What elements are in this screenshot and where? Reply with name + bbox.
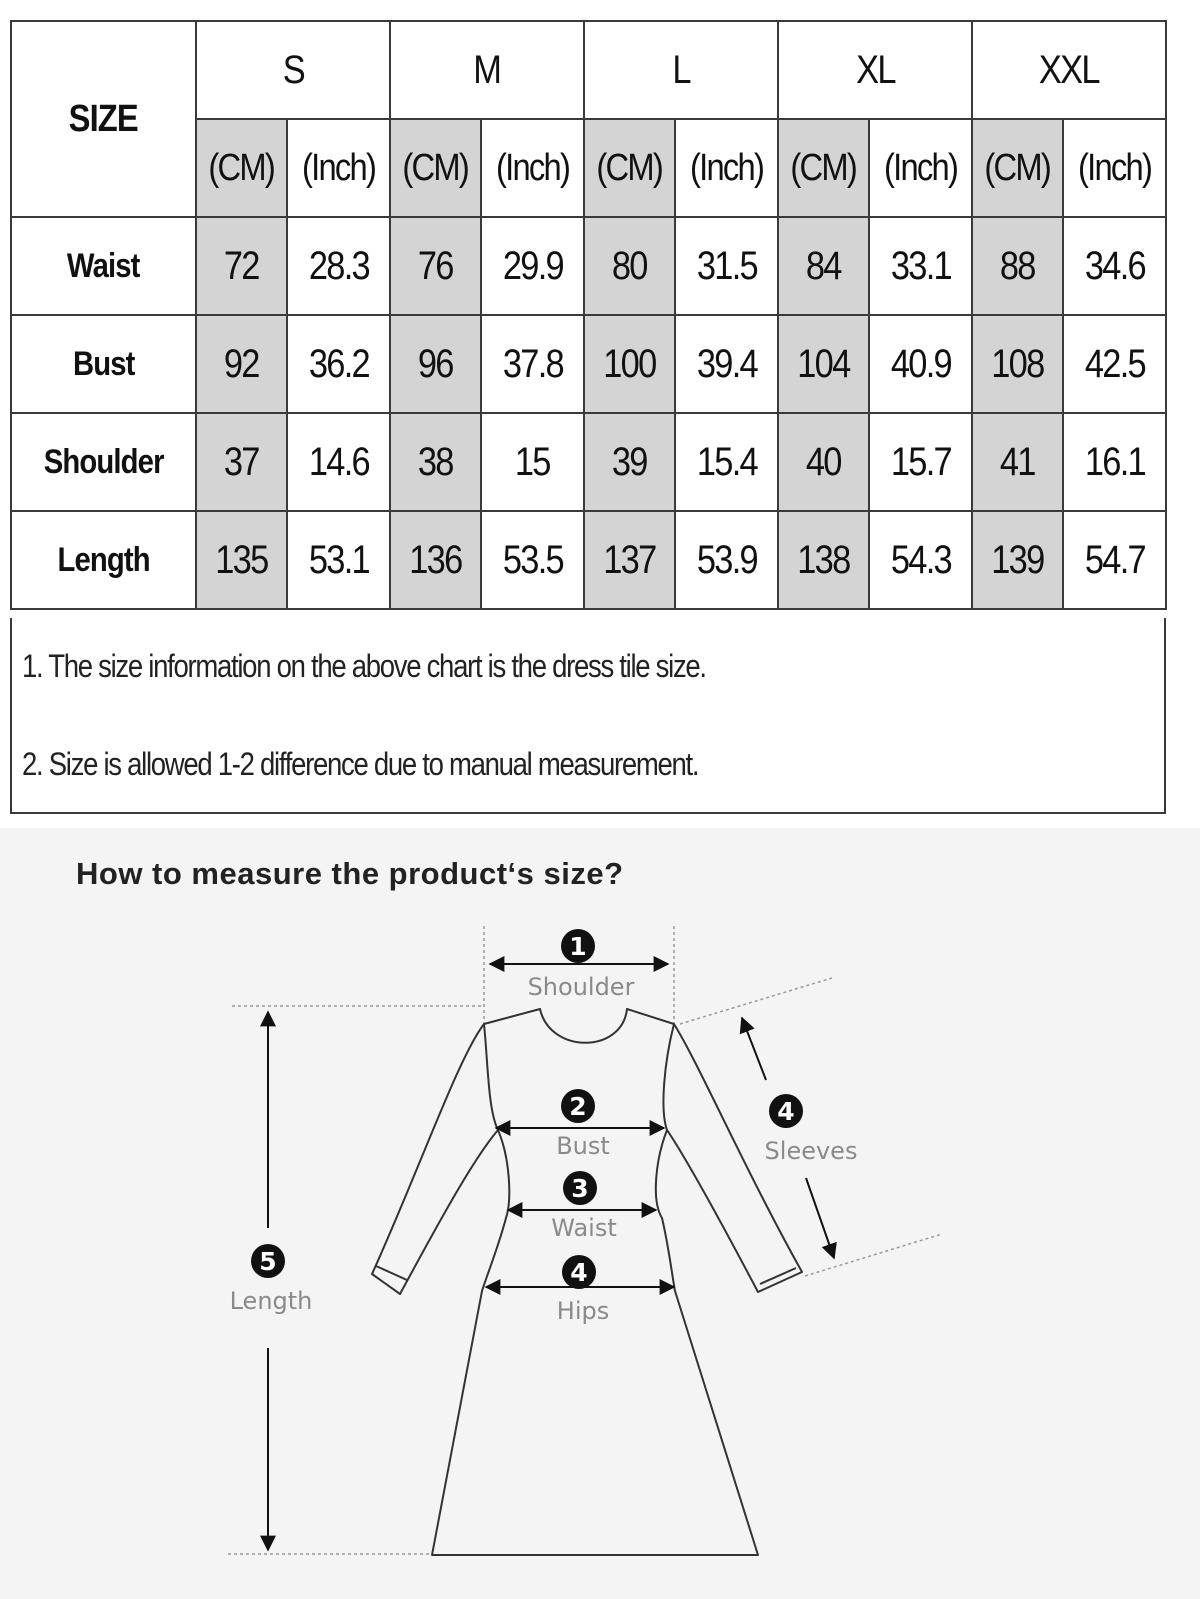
cm-value: 96: [390, 315, 481, 413]
measure-guide-panel: [0, 828, 1200, 1599]
inch-value: 54.3: [869, 511, 972, 609]
inch-value: 29.9: [481, 217, 584, 315]
cm-value: 40: [778, 413, 869, 511]
cm-value: 84: [778, 217, 869, 315]
size-xxl-header: XXL: [972, 21, 1166, 119]
unit-inch-header: (Inch): [287, 119, 390, 217]
badge-number: 4: [777, 1097, 795, 1126]
size-m-header: M: [390, 21, 584, 119]
hips-label: Hips: [556, 1297, 610, 1325]
size-notes: [10, 618, 1166, 814]
row-label: Length: [11, 511, 196, 609]
cm-value: 92: [196, 315, 287, 413]
table-row-waist: [11, 217, 1166, 315]
unit-inch-header: (Inch): [1063, 119, 1166, 217]
cm-value: 108: [972, 315, 1063, 413]
cm-value: 88: [972, 217, 1063, 315]
dress-diagram: [0, 828, 1200, 1599]
cm-value: 139: [972, 511, 1063, 609]
size-xl-header: XL: [778, 21, 972, 119]
table-row-length: [11, 511, 1166, 609]
cm-value: 39: [584, 413, 675, 511]
length-label: Length: [229, 1287, 313, 1315]
inch-value: 34.6: [1063, 217, 1166, 315]
cm-value: 138: [778, 511, 869, 609]
shoulder-label: Shoulder: [527, 973, 635, 1001]
inch-value: 40.9: [869, 315, 972, 413]
hips-marker: [557, 1255, 609, 1325]
waist-label: Waist: [551, 1214, 617, 1242]
size-chart-table: [10, 20, 1167, 610]
badge-number: 1: [569, 932, 587, 961]
cm-value: 100: [584, 315, 675, 413]
badge-number: 3: [571, 1174, 589, 1203]
inch-value: 42.5: [1063, 315, 1166, 413]
bust-label: Bust: [556, 1132, 610, 1160]
inch-value: 53.9: [675, 511, 778, 609]
inch-value: 14.6: [287, 413, 390, 511]
inch-value: 39.4: [675, 315, 778, 413]
unit-inch-header: (Inch): [481, 119, 584, 217]
unit-cm-header: (CM): [778, 119, 869, 217]
unit-cm-header: (CM): [390, 119, 481, 217]
size-s-header: S: [196, 21, 390, 119]
row-label: Shoulder: [11, 413, 196, 511]
waist-marker: [551, 1171, 616, 1242]
size-header: SIZE: [11, 21, 196, 217]
inch-value: 15.4: [675, 413, 778, 511]
sleeves-arrow: [742, 1018, 766, 1080]
inch-value: 54.7: [1063, 511, 1166, 609]
note-1: 1. The size information on the above chart is the dress tile size.: [22, 648, 706, 684]
inch-value: 53.5: [481, 511, 584, 609]
inch-value: 53.1: [287, 511, 390, 609]
size-l-header: L: [584, 21, 778, 119]
cm-value: 104: [778, 315, 869, 413]
inch-value: 33.1: [869, 217, 972, 315]
note-2: 2. Size is allowed 1-2 difference due to manual measurement.: [22, 746, 699, 782]
table-row-bust: [11, 315, 1166, 413]
row-label: Waist: [11, 217, 196, 315]
inch-value: 37.8: [481, 315, 584, 413]
row-label: Bust: [11, 315, 196, 413]
unit-cm-header: (CM): [584, 119, 675, 217]
inch-value: 15: [481, 413, 584, 511]
cm-value: 38: [390, 413, 481, 511]
sleeves-marker: [765, 1094, 858, 1165]
inch-value: 31.5: [675, 217, 778, 315]
unit-cm-header: (CM): [196, 119, 287, 217]
unit-inch-header: (Inch): [869, 119, 972, 217]
inch-value: 16.1: [1063, 413, 1166, 511]
inch-value: 28.3: [287, 217, 390, 315]
cm-value: 37: [196, 413, 287, 511]
sleeves-label: Sleeves: [764, 1137, 858, 1165]
cm-value: 136: [390, 511, 481, 609]
cm-value: 137: [584, 511, 675, 609]
sleeves-arrow: [806, 1178, 834, 1258]
measure-guide-title: How to measure the product‘s size?: [76, 856, 624, 891]
badge-number: 4: [570, 1258, 588, 1287]
cm-value: 80: [584, 217, 675, 315]
badge-number: 5: [259, 1247, 277, 1276]
cm-value: 41: [972, 413, 1063, 511]
bust-marker: [556, 1089, 610, 1160]
inch-value: 15.7: [869, 413, 972, 511]
unit-inch-header: (Inch): [675, 119, 778, 217]
table-row-shoulder: [11, 413, 1166, 511]
cm-value: 76: [390, 217, 481, 315]
unit-cm-header: (CM): [972, 119, 1063, 217]
cm-value: 135: [196, 511, 287, 609]
cm-value: 72: [196, 217, 287, 315]
inch-value: 36.2: [287, 315, 390, 413]
length-marker: [230, 1244, 313, 1315]
badge-number: 2: [569, 1092, 587, 1121]
